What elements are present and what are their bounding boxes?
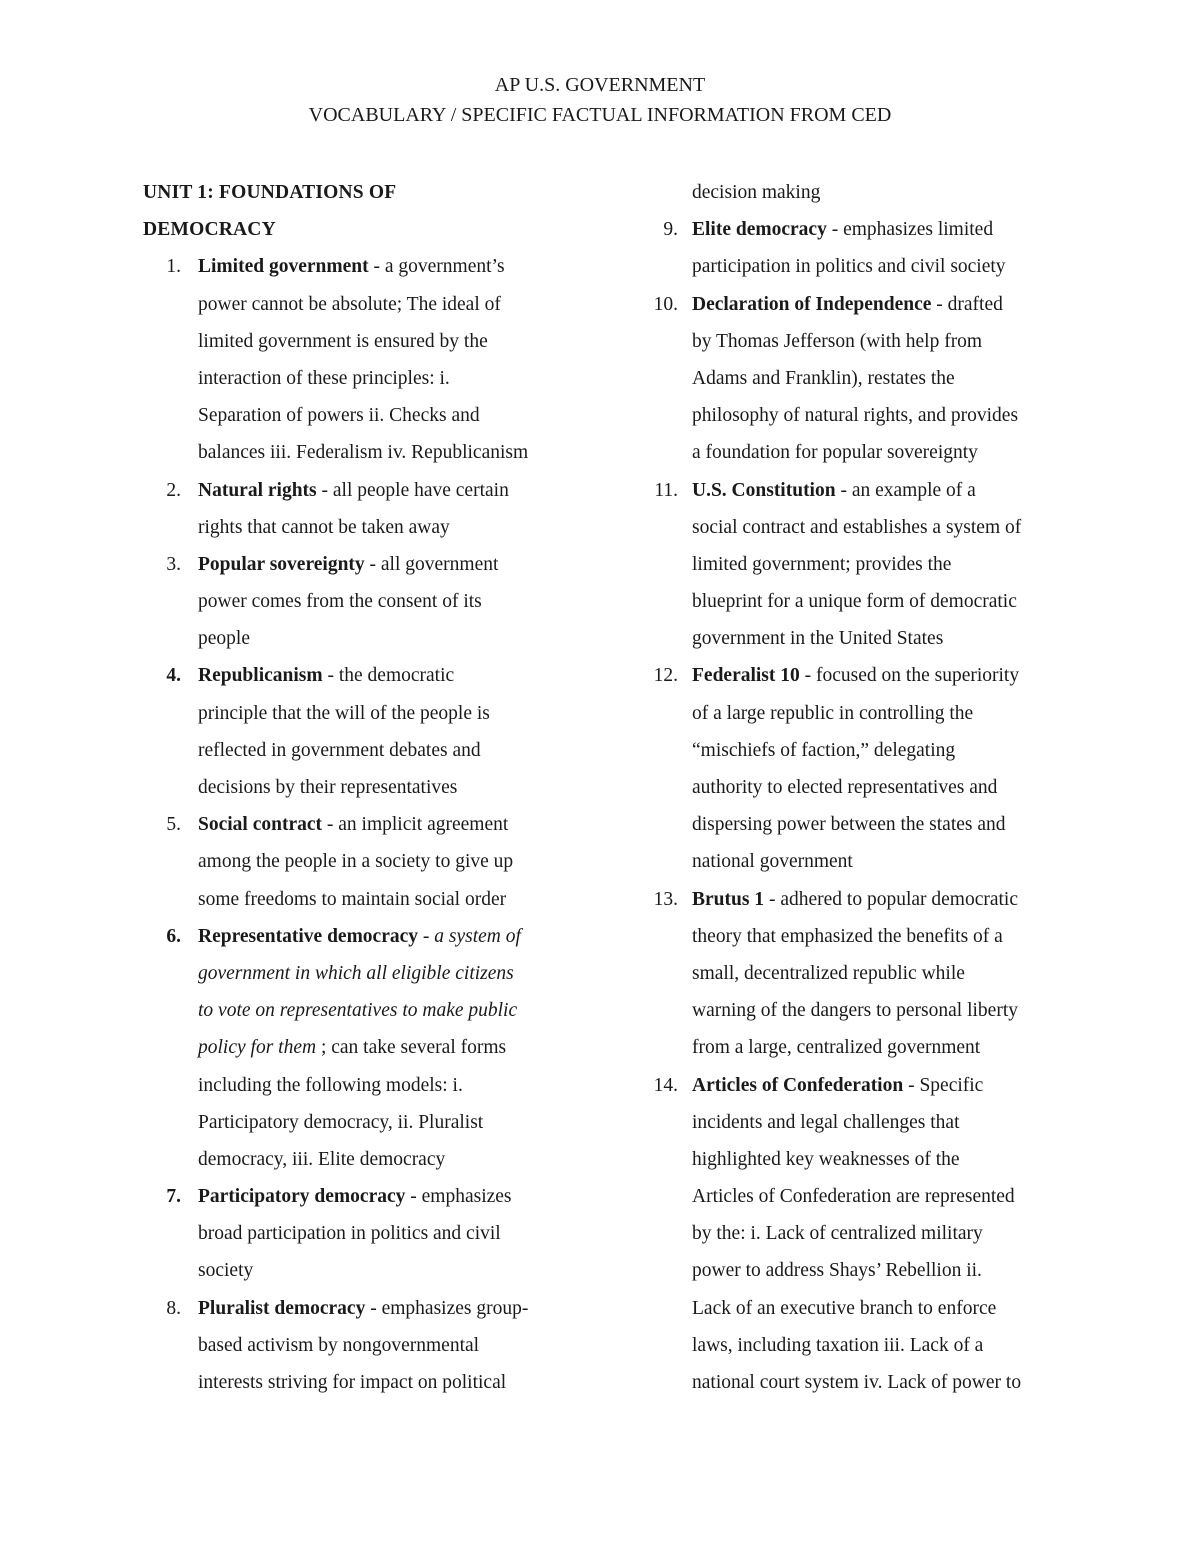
item-text: people bbox=[198, 628, 250, 650]
list-item: 7. Participatory democracy - emphasizes broad participation in politics and civil society bbox=[143, 1178, 583, 1290]
item-term: Brutus 1 bbox=[692, 888, 765, 910]
item-text: all government bbox=[380, 553, 499, 575]
item-text: national court system iv. Lack of power to bbox=[692, 1372, 1022, 1393]
item-text: a foundation for popular sovereignty bbox=[692, 442, 978, 464]
page-title bbox=[0, 70, 1200, 130]
list-item: 12. Federalist 10 - focused on the superiority of a large republic in controlling the “mischiefs of faction,” delegating authority to elected representatives and dispersing power between the states and national government bbox=[640, 657, 1080, 880]
list-item: 3. Popular sovereignty - all government power comes from the consent of its people bbox=[143, 546, 583, 658]
item-text: Specific bbox=[919, 1074, 984, 1096]
item-number: 14. bbox=[653, 1074, 678, 1096]
item-text: theory that emphasized the benefits of a bbox=[692, 925, 1003, 947]
item-text: a government’s bbox=[384, 256, 505, 278]
item-text: some freedoms to maintain social order bbox=[198, 888, 507, 910]
right-column bbox=[640, 174, 1080, 1401]
list-item: 10. Declaration of Independence - drafted by Thomas Jefferson (with help from Adams and Franklin), restates the philosophy of natural rights, and provides a foundation for popular sovereignty bbox=[640, 286, 1080, 472]
title-line-2: VOCABULARY / SPECIFIC FACTUAL INFORMATION FROM CED bbox=[308, 104, 892, 126]
item-text: from a large, centralized government bbox=[692, 1037, 981, 1059]
list-item: 1. Limited government - a government’s power cannot be absolute; The ideal of limited government is ensured by the interaction of these principles: i. Separation of powers ii. Checks and balances iii. Federalism iv. Republicanism bbox=[143, 248, 583, 471]
item-text: by Thomas Jefferson (with help from bbox=[692, 330, 983, 352]
left-column bbox=[143, 174, 583, 1401]
item-text: power comes from the consent of its bbox=[198, 591, 482, 613]
item-term: Articles of Confederation bbox=[692, 1074, 904, 1096]
item-term: Social contract bbox=[198, 814, 323, 836]
item-number: 6. bbox=[166, 925, 181, 947]
unit-heading-line-2: DEMOCRACY bbox=[143, 219, 276, 241]
item-term: Declaration of Independence bbox=[692, 293, 932, 315]
item-text: including the following models: i. bbox=[198, 1074, 463, 1096]
item-number: 10. bbox=[653, 293, 678, 315]
item-text: reflected in government debates and bbox=[198, 739, 481, 761]
item-text: an example of a bbox=[851, 479, 976, 501]
item-number: 2. bbox=[166, 479, 181, 501]
item-text: incidents and legal challenges that bbox=[692, 1111, 960, 1133]
item-text: government in which all eligible citizens bbox=[198, 962, 514, 984]
item-number: 12. bbox=[653, 665, 678, 687]
list-item: 14. Articles of Confederation - Specific incidents and legal challenges that highlighted key weaknesses of the Articles of Confederation are represented by the: i. Lack of centralized military power to address Shays’ Rebellion ii. Lack of an executive branch to enforce laws, including taxation iii. Lack of a national court system iv. Lack of power to bbox=[640, 1067, 1080, 1402]
item-text: among the people in a society to give up bbox=[198, 851, 514, 873]
item-text: focused on the superiority bbox=[816, 665, 1020, 687]
item-text: emphasizes group- bbox=[381, 1297, 529, 1319]
item-term: Natural rights bbox=[198, 479, 317, 501]
item-number: 3. bbox=[166, 553, 181, 575]
item-text: emphasizes bbox=[421, 1186, 512, 1208]
item-text: limited government; provides the bbox=[692, 553, 952, 575]
item-number: 9. bbox=[663, 219, 678, 241]
item-number: 5. bbox=[166, 814, 181, 836]
item-text: dispersing power between the states and bbox=[692, 814, 1006, 836]
item-text: of a large republic in controlling the bbox=[692, 702, 974, 724]
item-text: ; can take several forms bbox=[320, 1037, 507, 1059]
list-item: 5. Social contract - an implicit agreement among the people in a society to give up some freedoms to maintain social order bbox=[143, 806, 583, 918]
item-text: national government bbox=[692, 851, 853, 873]
item-text: Articles of Confederation are represented bbox=[692, 1186, 1015, 1208]
item-text: Adams and Franklin), restates the bbox=[692, 367, 955, 389]
item-text: interaction of these principles: i. bbox=[198, 367, 450, 389]
item-text: all people have certain bbox=[332, 479, 509, 501]
item-text: blueprint for a unique form of democratic bbox=[692, 591, 1017, 613]
item-text: participation in politics and civil society bbox=[692, 256, 1006, 278]
item-text: social contract and establishes a system of bbox=[692, 516, 1022, 538]
item-text: based activism by nongovernmental bbox=[198, 1334, 480, 1356]
item-text: a system of bbox=[434, 925, 521, 947]
list-item: 6. Representative democracy - a system of government in which all eligible citizens to vote on representatives to make public policy for them ; can take several forms including the following models: i. Participatory democracy, ii. Pluralist democracy, iii. Elite democracy bbox=[143, 918, 583, 1178]
item-number: 8. bbox=[166, 1297, 181, 1319]
item-text: decision making bbox=[692, 182, 821, 203]
item-text: government in the United States bbox=[692, 628, 944, 650]
item-text: laws, including taxation iii. Lack of a bbox=[692, 1334, 984, 1356]
item-text: authority to elected representatives and bbox=[692, 777, 998, 798]
item-text: small, decentralized republic while bbox=[692, 962, 965, 984]
item-term: Elite democracy bbox=[692, 219, 827, 241]
item-text: broad participation in politics and civil bbox=[198, 1223, 501, 1245]
item-term: Republicanism bbox=[198, 665, 323, 687]
item-text: interests striving for impact on political bbox=[198, 1372, 507, 1393]
item-text: the democratic bbox=[338, 665, 455, 687]
item-term: Federalist 10 bbox=[692, 665, 800, 687]
item-term: Participatory democracy bbox=[198, 1186, 406, 1208]
item-text: policy for them bbox=[198, 1037, 321, 1059]
item-text: Separation of powers ii. Checks and bbox=[198, 405, 480, 427]
item-text: to vote on representatives to make public bbox=[198, 1000, 518, 1022]
item-term: Limited government bbox=[198, 256, 369, 278]
item-text: limited government is ensured by the bbox=[198, 330, 488, 352]
item-text: Lack of an executive branch to enforce bbox=[692, 1297, 997, 1319]
item-text: “mischiefs of faction,” delegating bbox=[692, 739, 956, 761]
item-number: 11. bbox=[654, 479, 678, 501]
item-text: balances iii. Federalism iv. Republicanism bbox=[198, 442, 529, 464]
list-item: 13. Brutus 1 - adhered to popular democratic theory that emphasized the benefits of a small, decentralized republic while warning of the dangers to personal liberty from a large, centralized government bbox=[640, 881, 1080, 1067]
item-text: principle that the will of the people is bbox=[198, 702, 490, 724]
item-term: Pluralist democracy bbox=[198, 1297, 366, 1319]
item-text: highlighted key weaknesses of the bbox=[692, 1148, 960, 1170]
item-text: society bbox=[198, 1260, 254, 1282]
item-text: Participatory democracy, ii. Pluralist bbox=[198, 1111, 484, 1133]
list-item: 8. Pluralist democracy - emphasizes group- based activism by nongovernmental interests striving for impact on political bbox=[143, 1290, 583, 1402]
item-number: 7. bbox=[166, 1186, 181, 1208]
item-text: philosophy of natural rights, and provides bbox=[692, 405, 1019, 427]
unit-heading-line-1: UNIT 1: FOUNDATIONS OF bbox=[143, 182, 397, 203]
item-text: emphasizes limited bbox=[843, 219, 994, 241]
item-text: rights that cannot be taken away bbox=[198, 516, 450, 538]
list-item: 11. U.S. Constitution - an example of a social contract and establishes a system of limited government; provides the blueprint for a unique form of democratic government in the United States bbox=[640, 472, 1080, 658]
list-item: 2. Natural rights - all people have certain rights that cannot be taken away bbox=[143, 472, 583, 546]
item-number: 13. bbox=[653, 888, 678, 910]
item-text: power cannot be absolute; The ideal of bbox=[198, 293, 501, 315]
item-text: by the: i. Lack of centralized military bbox=[692, 1223, 983, 1245]
item-text: power to address Shays’ Rebellion ii. bbox=[692, 1260, 982, 1282]
item-term: Representative democracy bbox=[198, 925, 419, 947]
item-number: 1. bbox=[166, 256, 181, 278]
item-text: drafted bbox=[947, 293, 1003, 315]
item-term: U.S. Constitution bbox=[692, 479, 836, 501]
item-text: warning of the dangers to personal liberty bbox=[692, 1000, 1018, 1022]
item-term: Popular sovereignty bbox=[198, 553, 365, 575]
list-item: 9. Elite democracy - emphasizes limited participation in politics and civil society bbox=[640, 211, 1080, 285]
item-text: decisions by their representatives bbox=[198, 777, 458, 798]
item-text: adhered to popular democratic bbox=[780, 888, 1018, 910]
item-number: 4. bbox=[166, 665, 181, 687]
title-line-1: AP U.S. GOVERNMENT bbox=[494, 74, 706, 96]
list-item: 4. Republicanism - the democratic principle that the will of the people is reflected in government debates and decisions by their representatives bbox=[143, 657, 583, 806]
item-text: democracy, iii. Elite democracy bbox=[198, 1148, 446, 1170]
item-text: an implicit agreement bbox=[338, 814, 509, 836]
